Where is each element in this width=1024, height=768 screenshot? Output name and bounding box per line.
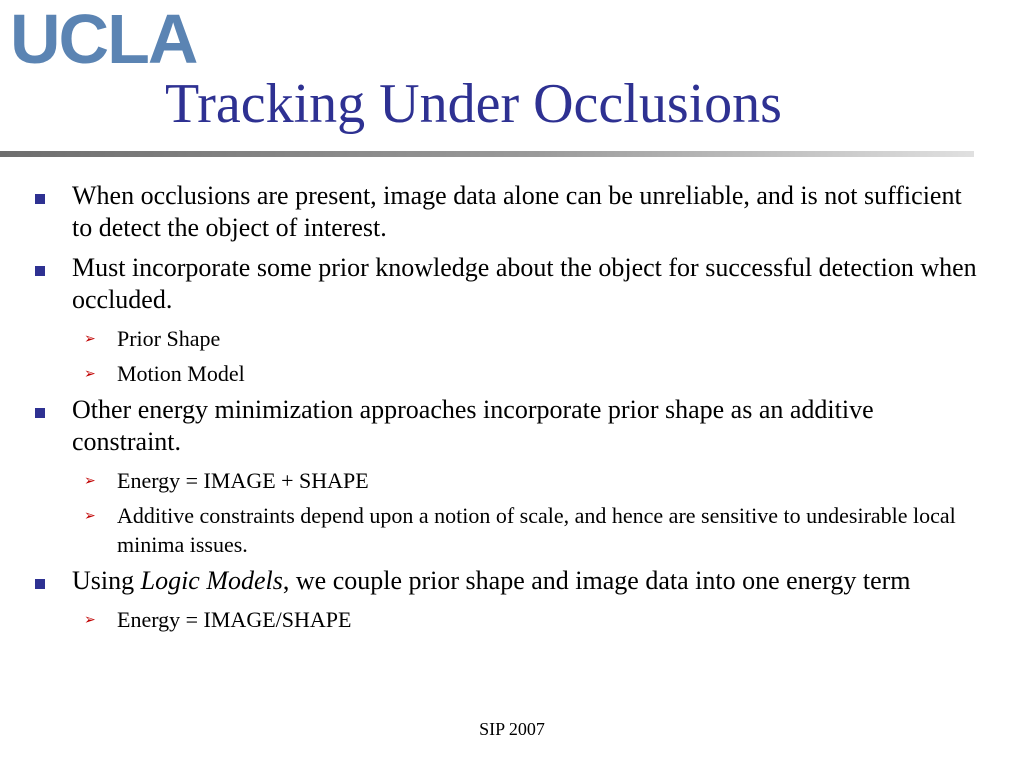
bullet-item xyxy=(0,252,1024,316)
bullet-text: Other energy minimization approaches incorporate prior shape as an additive constraint. xyxy=(72,395,874,456)
ucla-logo: UCLA xyxy=(10,0,197,78)
arrowhead-bullet-icon: ➢ xyxy=(84,612,96,628)
sub-bullet-item xyxy=(0,359,1024,388)
arrowhead-bullet-icon: ➢ xyxy=(84,508,96,524)
sub-bullet-item xyxy=(0,605,1024,634)
square-bullet-icon xyxy=(35,266,45,276)
bullet-item xyxy=(0,394,1024,458)
square-bullet-icon xyxy=(35,579,45,589)
bullet-text: When occlusions are present, image data alone can be unreliable, and is not sufficient to detect the object of interest. xyxy=(72,181,962,242)
bullet-text-start: Using xyxy=(72,566,141,595)
sub-bullet-item xyxy=(0,466,1024,495)
bullet-text xyxy=(72,566,911,595)
square-bullet-icon xyxy=(35,408,45,418)
sub-bullet-text: Prior Shape xyxy=(117,326,221,351)
arrowhead-bullet-icon: ➢ xyxy=(84,331,96,347)
bullet-text-end: , we couple prior shape and image data into one energy term xyxy=(282,566,911,595)
bullet-item xyxy=(0,565,1024,597)
sub-bullet-item xyxy=(0,324,1024,353)
bullet-text: Must incorporate some prior knowledge about the object for successful detection when occluded. xyxy=(72,253,977,314)
sub-bullet-text: Energy = IMAGE + SHAPE xyxy=(117,468,369,493)
arrowhead-bullet-icon: ➢ xyxy=(84,473,96,489)
logic-models-emphasis: Logic Models xyxy=(140,566,283,595)
sub-bullet-text: Additive constraints depend upon a notion of scale, and hence are sensitive to undesirable local minima issues. xyxy=(117,503,956,557)
square-bullet-icon xyxy=(35,194,45,204)
title-divider xyxy=(0,151,974,157)
sub-bullet-text: Energy = IMAGE/SHAPE xyxy=(117,607,352,632)
slide-title: Tracking Under Occlusions xyxy=(165,73,782,135)
footer-label: SIP 2007 xyxy=(479,719,545,739)
bullet-list xyxy=(0,180,1024,640)
sub-bullet-item xyxy=(0,501,1024,559)
bullet-item xyxy=(0,180,1024,244)
sub-bullet-text: Motion Model xyxy=(117,361,245,386)
arrowhead-bullet-icon: ➢ xyxy=(84,366,96,382)
